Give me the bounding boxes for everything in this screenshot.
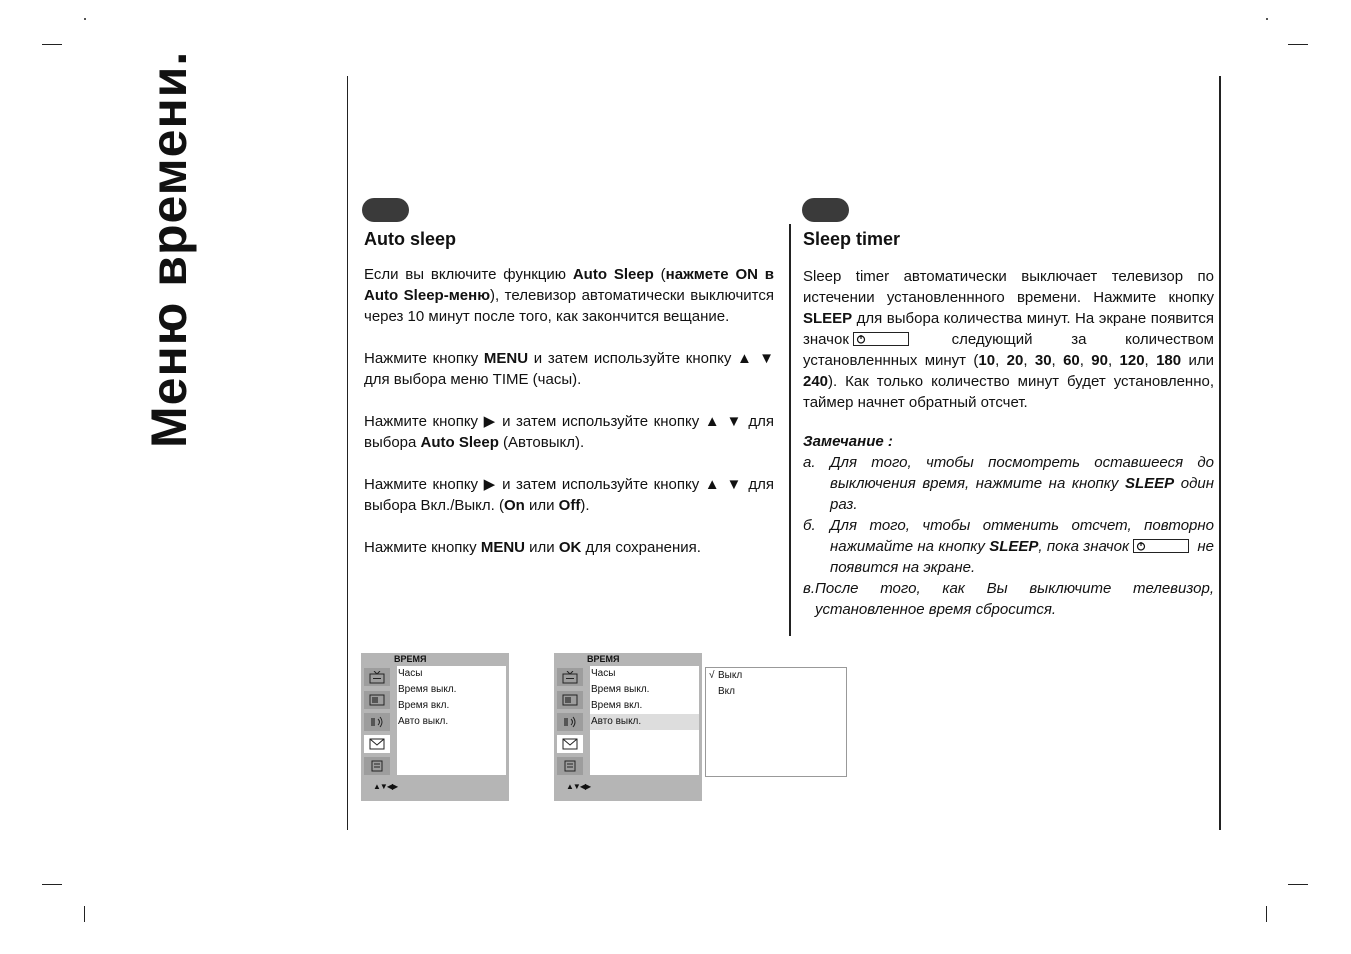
select-instruction: [364, 411, 774, 453]
crop-mark: [42, 44, 62, 45]
osd-title: ВРЕМЯ: [394, 654, 427, 664]
note-item-c: [803, 578, 1214, 620]
submenu-option-label: Вкл: [718, 686, 735, 697]
bold-text: 240: [803, 373, 829, 390]
note-text-b2: не появится на экране.: [830, 538, 1214, 576]
bold-text: SLEEP: [1124, 475, 1175, 492]
text-run: Нажмите кнопку: [364, 350, 484, 367]
text-run: для выбора количества минут. На экране появится значок: [803, 310, 1214, 348]
text-run: (: [653, 266, 666, 283]
crop-mark: [84, 906, 85, 922]
crop-mark: [1266, 906, 1267, 922]
osd-menu-panel: [590, 666, 699, 775]
auto-sleep-text: [364, 264, 774, 558]
note-label: б.: [803, 517, 816, 534]
sound-icon: [364, 713, 390, 731]
text-run: ,: [1144, 352, 1157, 369]
submenu-option-label: Выкл: [718, 670, 743, 681]
bold-text: Off: [558, 497, 581, 514]
text-run: Если вы включите функцию: [364, 266, 573, 283]
note-text-c: После того, как Вы выключите телевизор, установленное время сбросится.: [815, 580, 1214, 618]
bold-text: MENU: [483, 350, 529, 367]
osd-menu-item-on-time[interactable]: Время вкл.: [398, 700, 450, 711]
registration-dot: [1266, 18, 1268, 20]
bold-text: 30: [1034, 352, 1052, 369]
text-run: Нажмите кнопку ▶ и затем используйте кнопку ▲ ▼ для выбора Вкл./Выкл. (: [364, 476, 774, 514]
note-item-b: [803, 515, 1214, 578]
bold-text: 60: [1063, 352, 1080, 369]
osd-menu-item-off-time[interactable]: Время выкл.: [591, 684, 650, 695]
save-instruction: [364, 537, 774, 558]
text-run: или: [524, 497, 559, 514]
text-run: или: [1181, 352, 1214, 369]
text-run: ,: [1079, 352, 1092, 369]
osd-menu-panel: [397, 666, 506, 775]
bold-text: нажмете ON в Auto Sleep-меню: [364, 266, 774, 304]
column-divider: [789, 224, 791, 636]
text-run: следующий за количеством установленнных минут (: [803, 331, 1214, 369]
text-run: ,: [1107, 352, 1120, 369]
note-item-a: [803, 452, 1214, 515]
note-text-a: [830, 452, 1214, 515]
power-icon: [1136, 541, 1146, 551]
time-icon: [364, 735, 390, 753]
osd-time-menu: [361, 653, 509, 801]
menu-instruction: [364, 348, 774, 390]
sleep-timer-indicator: [853, 332, 909, 346]
crop-mark: [42, 884, 62, 885]
bold-text: Auto Sleep: [420, 434, 499, 451]
picture-icon: [364, 691, 390, 709]
bold-text: 90: [1091, 352, 1108, 369]
left-rule: [347, 76, 348, 830]
submenu-option-on[interactable]: [706, 684, 846, 700]
osd-menu-item-on-time[interactable]: Время вкл.: [591, 700, 643, 711]
text-run: и затем используйте кнопку ▲ ▼ для выбора меню TIME (часы).: [364, 350, 774, 388]
text-run: , пока значок: [1038, 538, 1130, 555]
note-heading: Замечание :: [803, 433, 893, 450]
note-text-b: [830, 515, 1214, 578]
picture-icon: [557, 691, 583, 709]
text-run: (Автовыкл).: [498, 434, 585, 451]
text-run: Нажмите кнопку ▶ и затем используйте кнопку ▲ ▼ для выбора: [364, 413, 774, 451]
sound-icon: [557, 713, 583, 731]
power-icon: [856, 334, 866, 344]
check-icon: √: [709, 670, 715, 681]
tv-icon: [364, 668, 390, 686]
osd-menu-item-off-time[interactable]: Время выкл.: [398, 684, 457, 695]
bold-text: MENU: [480, 539, 525, 556]
bold-text: OK: [558, 539, 582, 556]
text-run: для сохранения.: [581, 539, 701, 556]
note-label: в.: [803, 580, 815, 597]
special-icon: [557, 757, 583, 775]
osd-menu-item-auto-sleep[interactable]: Авто выкл.: [590, 714, 699, 730]
osd-menu-item-auto-sleep[interactable]: Авто выкл.: [398, 716, 449, 727]
note-block: [803, 431, 1214, 620]
text-run: ), телевизор автоматически выключится через 10 минут после того, как закончится вещание.: [364, 287, 774, 325]
onoff-instruction: [364, 474, 774, 516]
text-run: ).: [580, 497, 590, 514]
registration-dot: [84, 18, 86, 20]
bold-text: SLEEP: [803, 310, 853, 327]
tv-icon: [557, 668, 583, 686]
text-run: Для того, чтобы посмотреть оставшееся до выключения время, нажмите на кнопку: [830, 454, 1214, 492]
auto-sleep-paragraph: [364, 264, 774, 327]
osd-title: ВРЕМЯ: [587, 654, 620, 664]
text-run: Нажмите кнопку: [364, 539, 481, 556]
section-marker: [362, 198, 409, 222]
osd-nav-hint: ▲▼◀▶: [566, 782, 591, 791]
osd-auto-sleep-submenu: [705, 667, 847, 777]
auto-sleep-heading: Auto sleep: [364, 229, 457, 249]
time-icon: [557, 735, 583, 753]
submenu-option-off[interactable]: [706, 668, 846, 684]
osd-menu-item-clock[interactable]: Часы: [398, 668, 423, 679]
special-icon: [364, 757, 390, 775]
text-run: ,: [1023, 352, 1035, 369]
bold-text: 180: [1156, 352, 1182, 369]
text-run: или: [525, 539, 559, 556]
text-run: Для того, чтобы отменить отсчет, повторно нажимайте на кнопку: [830, 517, 1214, 555]
text-run: ). Как только количество минут будет установленно, таймер начнет обратный отсчет.: [803, 373, 1214, 411]
bold-text: SLEEP: [989, 538, 1039, 555]
bold-text: Auto Sleep: [572, 266, 654, 283]
sleep-timer-heading: Sleep timer: [803, 229, 901, 249]
right-rule: [1219, 76, 1221, 830]
text-run: один раз.: [830, 475, 1214, 513]
crop-mark: [1288, 884, 1308, 885]
osd-nav-hint: ▲▼◀▶: [373, 782, 398, 791]
crop-mark: [1288, 44, 1308, 45]
bold-text: 10: [978, 352, 996, 369]
sleep-timer-indicator: [1133, 539, 1189, 553]
bold-text: 20: [1006, 352, 1024, 369]
note-label: a.: [803, 454, 816, 471]
text-run: ,: [995, 352, 1007, 369]
section-marker: [802, 198, 849, 222]
sleep-timer-paragraph: [803, 266, 1214, 413]
osd-menu-item-clock[interactable]: Часы: [591, 668, 616, 679]
sleep-timer-text: [803, 266, 1214, 413]
bold-text: On: [503, 497, 525, 514]
text-run: Sleep timer автоматически выключает телевизор по истечении установленнного времени. Нажмите кнопку: [803, 268, 1214, 306]
page-title: Меню времени.: [141, 50, 197, 448]
text-run: ,: [1051, 352, 1064, 369]
osd-time-menu-selected: [554, 653, 702, 801]
bold-text: 120: [1119, 352, 1145, 369]
